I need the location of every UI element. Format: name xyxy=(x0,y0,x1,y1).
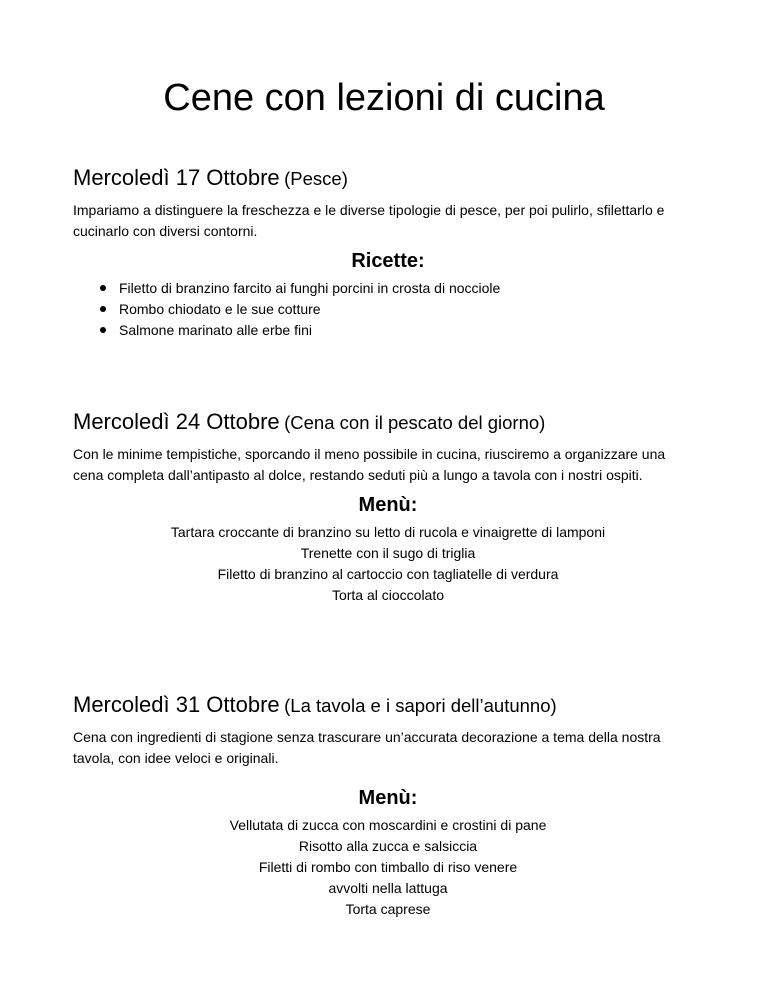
list-item: Filetto di branzino farcito ai funghi porcini in crosta di nocciole xyxy=(100,278,703,299)
bullet-icon xyxy=(100,285,106,291)
list-item: Filetto di branzino al cartoccio con tagliatelle di verdura xyxy=(217,566,559,582)
menu-list xyxy=(73,522,703,606)
list-item: avvolti nella lattuga xyxy=(328,880,448,896)
lesson-topic: (Cena con il pescato del giorno) xyxy=(284,412,546,433)
page-title: Cene con lezioni di cucina xyxy=(163,77,605,119)
lesson-description: Cena con ingredienti di stagione senza trascurare un’accurata decorazione a tema della nostra tavola, con idee veloci e originali. xyxy=(73,729,661,766)
menu-heading: Menù: xyxy=(358,787,418,809)
list-item: Tartara croccante di branzino su letto di rucola e vinaigrette di lamponi xyxy=(170,524,606,540)
list-item: Torta al cioccolato xyxy=(331,587,445,603)
list-item: Salmone marinato alle erbe fini xyxy=(100,320,703,341)
bullet-icon xyxy=(100,306,106,312)
list-item: Trenette con il sugo di triglia xyxy=(300,545,476,561)
list-item: Rombo chiodato e le sue cotture xyxy=(100,299,703,320)
recipe-list xyxy=(73,278,703,341)
lesson-section-2 xyxy=(73,407,703,606)
list-item: Torta caprese xyxy=(345,901,431,917)
lesson-date: Mercoledì 24 Ottobre xyxy=(73,409,280,434)
bullet-icon xyxy=(100,327,106,333)
lesson-section-1 xyxy=(73,163,703,341)
menu-heading: Menù: xyxy=(358,494,418,516)
lesson-section-3 xyxy=(73,690,703,920)
lesson-heading xyxy=(73,407,703,440)
lesson-description: Con le minime tempistiche, sporcando il meno possibile in cucina, riusciremo a organizzare una cena completa dall’antipasto al dolce, restando seduti più a lungo a tavola con i nostri ospiti. xyxy=(73,446,666,483)
list-item: Risotto alla zucca e salsiccia xyxy=(298,838,478,854)
list-item: Filetti di rombo con timballo di riso venere xyxy=(258,859,518,875)
lesson-topic: (Pesce) xyxy=(284,168,348,189)
recipes-heading: Ricette: xyxy=(351,250,425,272)
lesson-description: Impariamo a distinguere la freschezza e le diverse tipologie di pesce, per poi pulirlo, sfilettarlo e cucinarlo con diversi contorni. xyxy=(73,202,665,239)
lesson-topic: (La tavola e i sapori dell’autunno) xyxy=(284,695,557,716)
list-item: Vellutata di zucca con moscardini e crostini di pane xyxy=(229,817,547,833)
lesson-heading xyxy=(73,690,703,723)
lesson-heading xyxy=(73,163,703,196)
lesson-date: Mercoledì 31 Ottobre xyxy=(73,692,280,717)
lesson-date: Mercoledì 17 Ottobre xyxy=(73,165,280,190)
menu-list xyxy=(73,815,703,920)
